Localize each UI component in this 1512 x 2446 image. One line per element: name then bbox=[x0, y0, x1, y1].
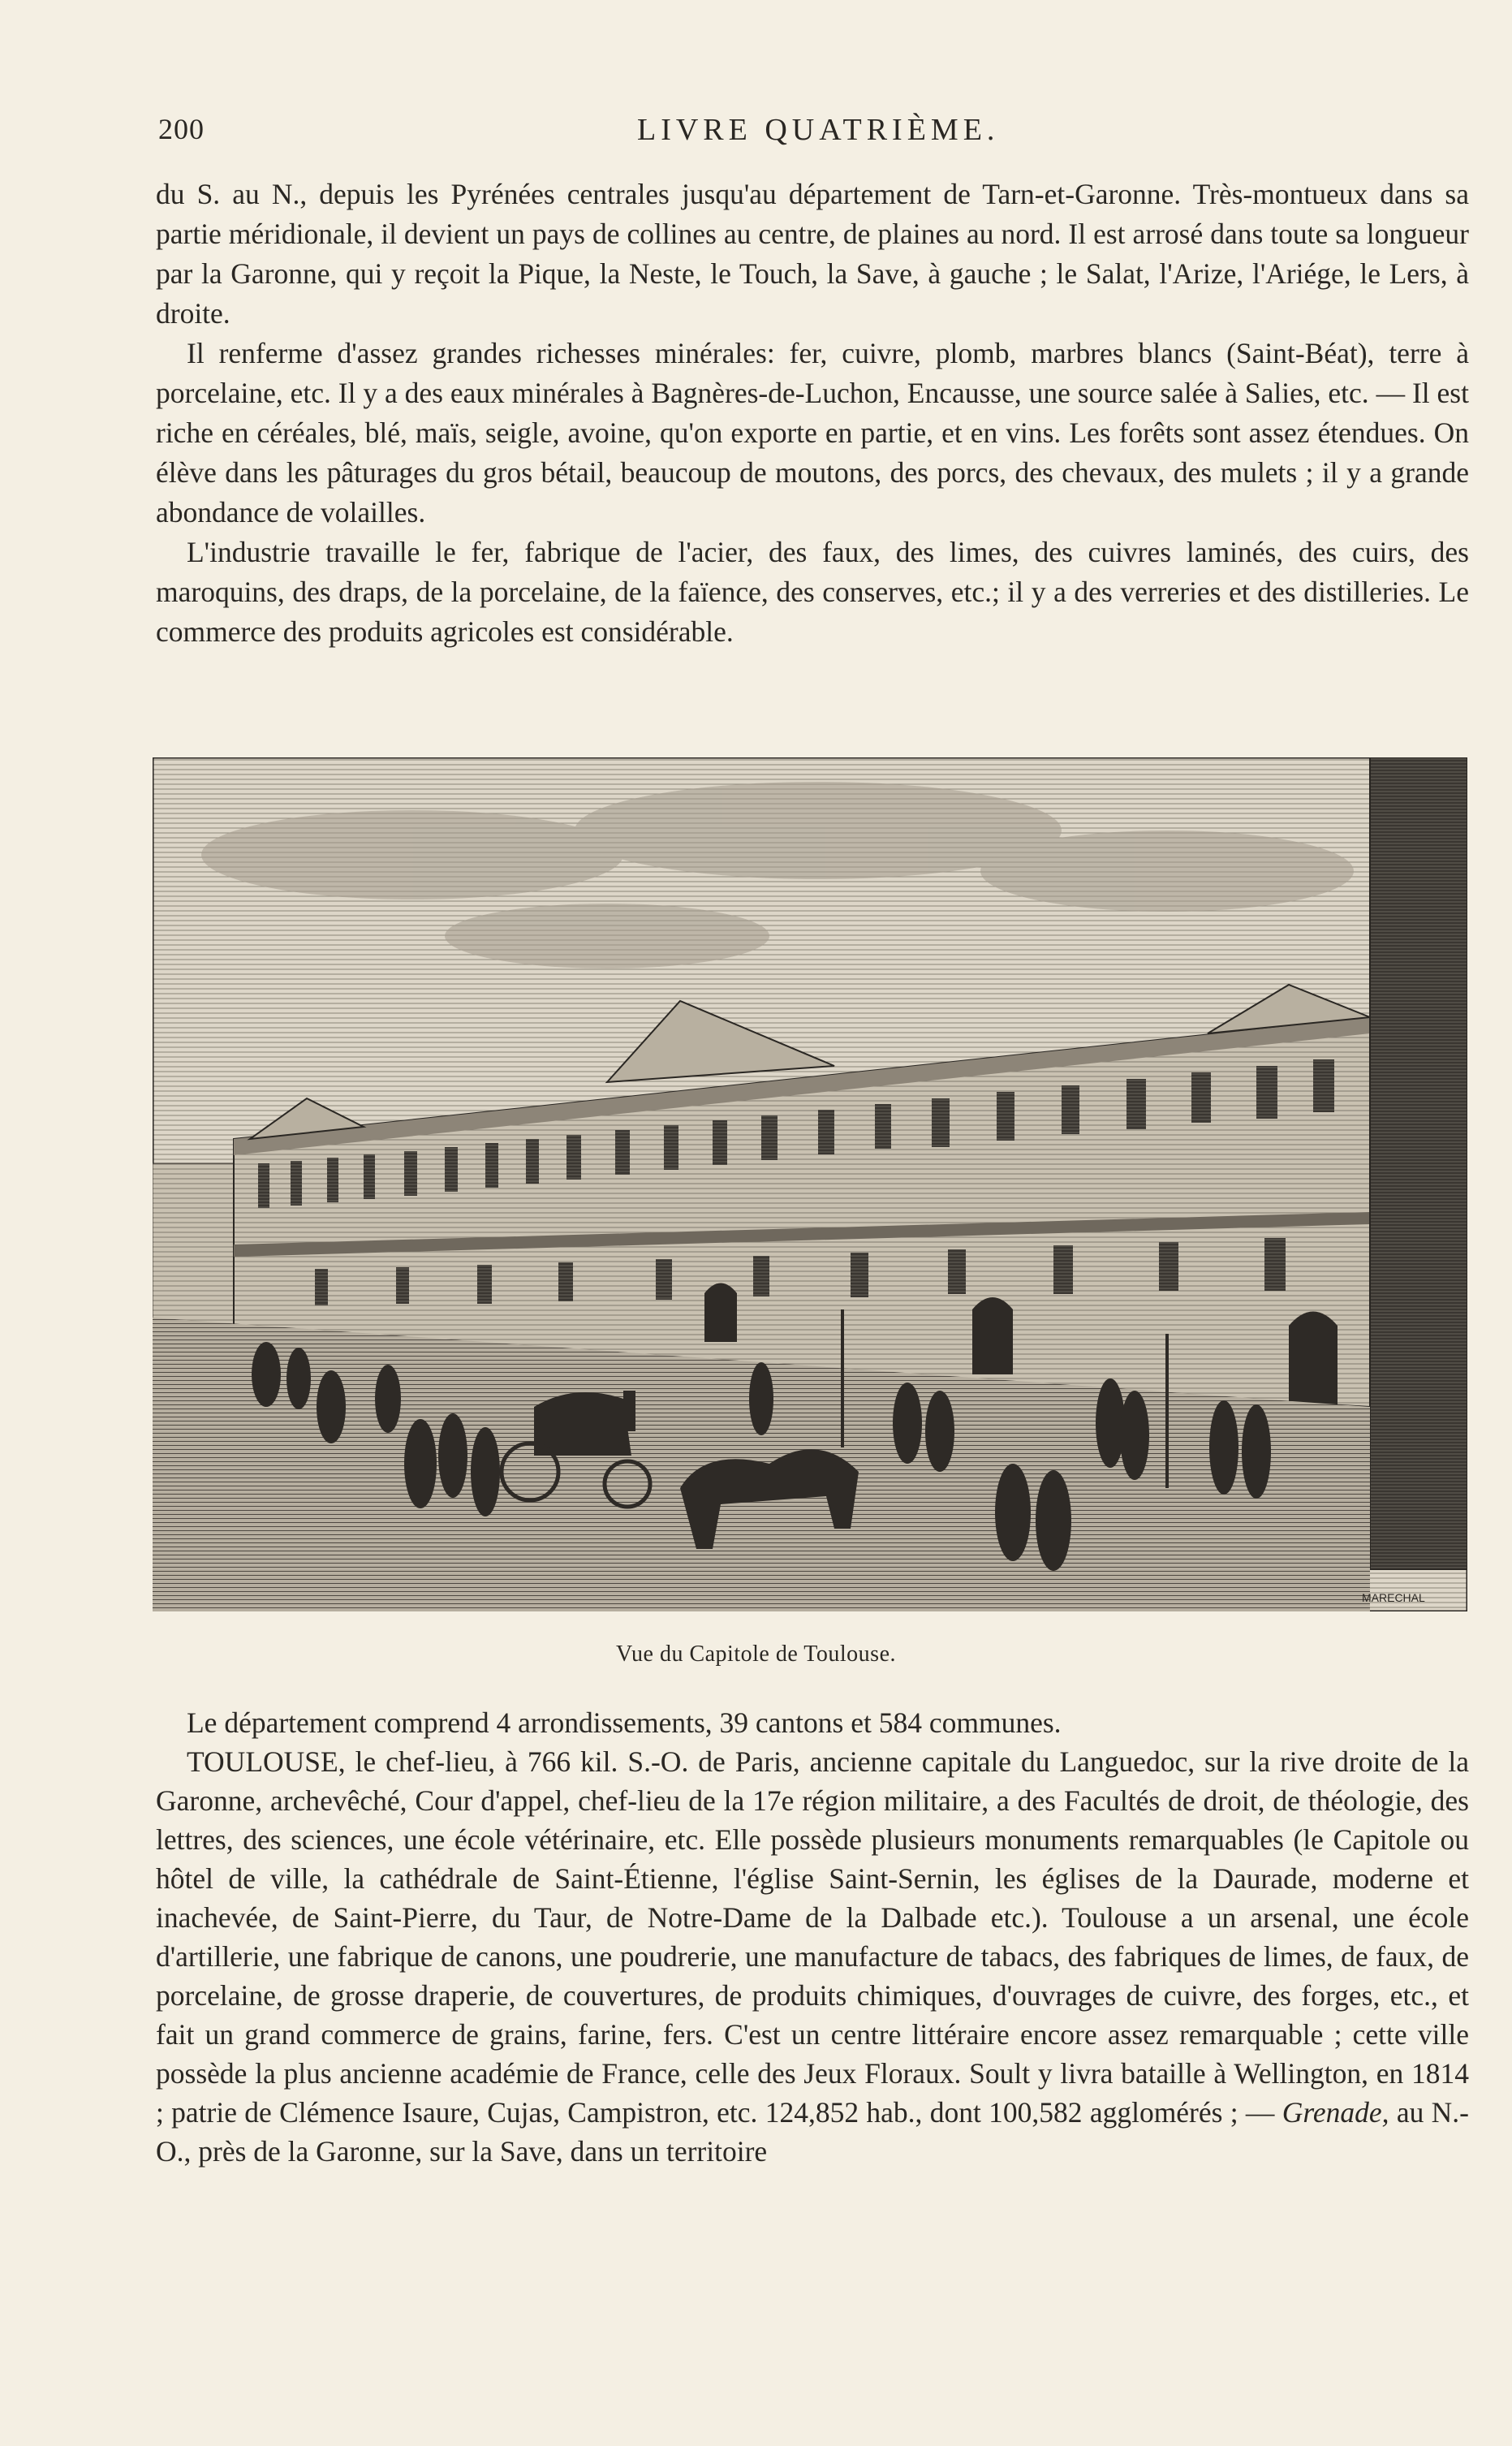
toulouse-text: TOULOUSE, le chef-lieu, à 766 kil. S.-O. de Paris, ancienne capitale du Languedoc, sur la rive droite de la Garonne, archevêché, Cour d'appel, chef-lieu de la 17e région militaire, a des Facultés de droit, de théologie, des lettres, des sciences, une école vétérinaire, etc. Elle possède plusieurs monuments remarquables (le Capitole ou hôtel de ville, la cathédrale de Saint-Étienne, l'église Saint-Sernin, les églises de la Daurade, moderne et inachevée, de Saint-Pierre, du Taur, de Notre-Dame de la Dalbade etc.). Toulouse a un arsenal, une école d'artillerie, une fabrique de canons, une poudrerie, une manufacture de tabacs, des fabriques de limes, de faux, de porcelaine, de grosse draperie, de couvertures, de produits chimiques, d'ouvrages de cuivre, des forges, etc., et fait un grand commerce de grains, farine, fers. C'est un centre littéraire encore assez remarquable ; cette ville possède la plus ancienne académie de France, celle des Jeux Floraux. Soult y livra bataille à Wellington, en 1814 ; patrie de Clémence Isaure, Cujas, Campistron, etc. 124,852 hab., dont 100,582 agglomérés ; — bbox=[156, 1745, 1469, 2129]
paragraph-department: Le département comprend 4 arrondissements, 39 cantons et 584 communes. bbox=[187, 1706, 1062, 1739]
figure-caption: Vue du Capitole de Toulouse. bbox=[615, 1641, 896, 1667]
bottom-text-block bbox=[156, 1703, 1469, 2171]
paragraph-toulouse bbox=[156, 1742, 1469, 2171]
distant-building bbox=[153, 1163, 242, 1326]
book-title: LIVRE QUATRIÈME. bbox=[637, 113, 1000, 147]
paragraph-industry: L'industrie travaille le fer, fabrique de l'acier, des faux, des limes, des cuivres laminés, des cuirs, des maroquins, des draps, de la porcelaine, de la faïence, des conserves, etc.; il y a des verreries et des distilleries. Le commerce des produits agricoles est considérable. bbox=[156, 536, 1469, 648]
toulouse-text-tail: au N.-O., près de la Garonne, sur la Save, dans un territoire bbox=[156, 2096, 1469, 2168]
capitole-engraving bbox=[153, 757, 1467, 1611]
top-text-block bbox=[156, 175, 1469, 652]
page-number: 200 bbox=[158, 113, 205, 145]
paragraph-resources: Il renferme d'assez grandes richesses minérales: fer, cuivre, plomb, marbres blancs (Saint-Béat), terre à porcelaine, etc. Il y a des eaux minérales à Bagnères-de-Luchon, Encausse, une source salée à Salies, etc. — Il est riche en céréales, blé, maïs, seigle, avoine, qu'on exporte en partie, et en vins. Les forêts sont assez étendues. On élève dans les pâturages du gros bétail, beaucoup de moutons, des porcs, des chevaux, des mulets ; il y a grande abondance de volailles. bbox=[156, 337, 1469, 528]
grenade-italic: Grenade, bbox=[1282, 2096, 1389, 2129]
paragraph-continued: du S. au N., depuis les Pyrénées centrales jusqu'au département de Tarn-et-Garonne. Très-montueux dans sa partie méridionale, il devient un pays de collines au centre, de plaines au nord. Il est arrosé dans toute sa longueur par la Garonne, qui y reçoit la Pique, la Neste, le Touch, la Save, à gauche ; le Salat, l'Arize, l'Ariége, le Lers, à droite. bbox=[156, 178, 1469, 330]
right-building bbox=[1370, 757, 1467, 1569]
engraver-signature: MARECHAL bbox=[1362, 1591, 1425, 1604]
running-head bbox=[158, 112, 1465, 161]
